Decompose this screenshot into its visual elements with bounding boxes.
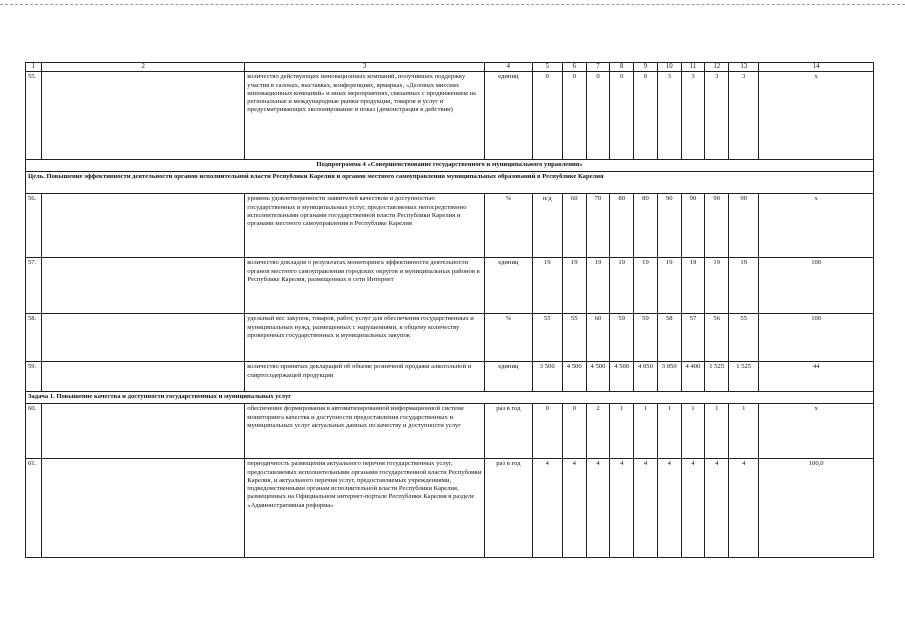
row-last-value: x <box>759 194 874 258</box>
row-value: 55 <box>562 314 586 362</box>
col-num-6: 6 <box>562 63 586 72</box>
row-value: 4 050 <box>634 362 658 392</box>
row-unit: % <box>485 314 533 362</box>
col-num-13: 13 <box>729 63 759 72</box>
row-unit: единиц <box>485 362 533 392</box>
subprogram-title: Подпрограмма 4 «Совершенствование государственного и муниципального управления» <box>26 160 874 172</box>
row-value: 4 500 <box>586 362 610 392</box>
row-value: 1 525 <box>705 362 729 392</box>
row-value: 58 <box>657 314 681 362</box>
row-value: 4 500 <box>610 362 634 392</box>
col-num-5: 5 <box>532 63 562 72</box>
row-number: 55. <box>26 72 42 160</box>
row-indicator-text: уровень удовлетворенности заявителей качеством и доступностью государственных и муниципальных услуг, предоставляемых непосредственно исполнительными органами государственной власти Республики Карелия и органами местного самоуправления в Республике Карелия <box>245 194 485 258</box>
row-value: 0 <box>610 72 634 160</box>
scan-edge <box>0 4 905 5</box>
row-indicator-text: количество принятых деклараций об объеме розничной продажи алкогольной и спиртосодержащей продукции <box>245 362 485 392</box>
row-indicator-text: удельный вес закупок, товаров, работ, услуг для обеспечения государственных и муниципальных нужд, размещенных с нарушениями, к общему количеству проверенных государственных и муниципальных закупок <box>245 314 485 362</box>
row-unit: раз в год <box>485 459 533 558</box>
row-value: 90 <box>705 194 729 258</box>
row-value: 1 <box>705 404 729 459</box>
col-num-4: 4 <box>485 63 533 72</box>
row-last-value: 100 <box>759 314 874 362</box>
row-value: 3 <box>705 72 729 160</box>
row-number: 58. <box>26 314 42 362</box>
row-value: 4 <box>705 459 729 558</box>
col-num-8: 8 <box>610 63 634 72</box>
row-number: 59. <box>26 362 42 392</box>
row-value: 4 <box>681 459 705 558</box>
row-value: 4 <box>634 459 658 558</box>
row-unit: единиц <box>485 258 533 314</box>
row-blank-cell <box>42 314 245 362</box>
row-value: 0 <box>562 404 586 459</box>
row-indicator-text: количество докладов о результатах мониторинга эффективности деятельности органов местного самоуправления городских округов и муниципальных районов в Республике Карелия, размещенных в сети Интернет <box>245 258 485 314</box>
table-row <box>26 362 874 392</box>
row-value: 19 <box>634 258 658 314</box>
subprogram-row <box>26 160 874 172</box>
row-value: 60 <box>586 314 610 362</box>
row-value: 55 <box>729 314 759 362</box>
row-value: 4 <box>532 459 562 558</box>
row-value: 1 <box>681 404 705 459</box>
col-num-11: 11 <box>681 63 705 72</box>
row-value: 19 <box>586 258 610 314</box>
row-value: 4 <box>586 459 610 558</box>
row-value: 59 <box>634 314 658 362</box>
row-blank-cell <box>42 404 245 459</box>
row-value: 0 <box>532 404 562 459</box>
col-num-3: 3 <box>245 63 485 72</box>
row-value: 4 <box>562 459 586 558</box>
row-value: 4 <box>729 459 759 558</box>
row-value: 4 400 <box>681 362 705 392</box>
table-row <box>26 194 874 258</box>
row-last-value: 100,0 <box>759 459 874 558</box>
row-indicator-text: периодичность размещения актуального перечня государственных услуг, предоставляемых исполнительными органами государственной власти Республики Карелия, и актуального перечня услуг, предоставляемых учреждениями, подведомственными органам исполнительной власти Республики Карелия, размещенных на Официальном интернет-портале Республики Карелия в разделе «Административная реформа» <box>245 459 485 558</box>
row-value: 3 <box>729 72 759 160</box>
row-indicator-text: обеспечение формирования в автоматизированной информационной системе мониторинга качества и доступности предоставления государственных и муниципальных услуг актуальных данных по качеству и доступности услуг <box>245 404 485 459</box>
table-row <box>26 459 874 558</box>
row-blank-cell <box>42 459 245 558</box>
task-row <box>26 392 874 404</box>
row-indicator-text: количество действующих инновационных компаний, получивших поддержку участия в салонах, выставках, конференциях, ярмарках, «Деловых миссиях инновационных компаний» и иных мероприятиях, связанных с продвижением на региональные и международные рынки продукции, товаров и услуг и предусматривающих экспонирование и показ (демонстрация в действии) <box>245 72 485 160</box>
col-num-12: 12 <box>705 63 729 72</box>
goal-row <box>26 172 874 194</box>
task-text: Задача 1. Повышение качества и доступности государственных и муниципальных услуг <box>26 392 874 404</box>
row-value: 0 <box>634 72 658 160</box>
row-value: 19 <box>532 258 562 314</box>
row-value: 80 <box>610 194 634 258</box>
row-value: 3 <box>657 72 681 160</box>
row-value: 1 <box>610 404 634 459</box>
row-value: 1 525 <box>729 362 759 392</box>
table-row <box>26 314 874 362</box>
col-num-14: 14 <box>759 63 874 72</box>
row-value: 56 <box>705 314 729 362</box>
row-value: 55 <box>532 314 562 362</box>
row-value: 57 <box>681 314 705 362</box>
row-value: 3 500 <box>532 362 562 392</box>
col-num-1: 1 <box>26 63 42 72</box>
row-unit: % <box>485 194 533 258</box>
row-value: 0 <box>562 72 586 160</box>
row-value: 3 <box>681 72 705 160</box>
row-last-value: 100 <box>759 258 874 314</box>
row-value: н/д <box>532 194 562 258</box>
row-value: 0 <box>532 72 562 160</box>
indicator-table <box>25 62 874 558</box>
row-blank-cell <box>42 258 245 314</box>
table-row <box>26 258 874 314</box>
row-unit: единиц <box>485 72 533 160</box>
table-row <box>26 404 874 459</box>
row-value: 1 <box>657 404 681 459</box>
column-number-row <box>26 63 874 72</box>
col-num-9: 9 <box>634 63 658 72</box>
col-num-10: 10 <box>657 63 681 72</box>
table-row <box>26 72 874 160</box>
row-value: 4 <box>657 459 681 558</box>
row-number: 57. <box>26 258 42 314</box>
goal-text: Цель. Повышение эффективности деятельности органов исполнительной власти Республики Карелия и органов местного самоуправления муниципальных образований в Республике Карелия <box>26 172 874 194</box>
row-value: 19 <box>705 258 729 314</box>
row-value: 2 <box>586 404 610 459</box>
row-last-value: 44 <box>759 362 874 392</box>
row-number: 60. <box>26 404 42 459</box>
col-num-7: 7 <box>586 63 610 72</box>
row-value: 1 <box>634 404 658 459</box>
row-last-value: x <box>759 404 874 459</box>
row-value: 19 <box>729 258 759 314</box>
row-value: 90 <box>681 194 705 258</box>
row-value: 59 <box>610 314 634 362</box>
row-value: 90 <box>729 194 759 258</box>
row-value: 0 <box>586 72 610 160</box>
row-value: 1 <box>729 404 759 459</box>
col-num-2: 2 <box>42 63 245 72</box>
row-value: 4 500 <box>562 362 586 392</box>
row-last-value: x <box>759 72 874 160</box>
row-value: 19 <box>562 258 586 314</box>
row-value: 60 <box>562 194 586 258</box>
row-value: 19 <box>610 258 634 314</box>
row-value: 3 050 <box>657 362 681 392</box>
row-blank-cell <box>42 194 245 258</box>
row-value: 90 <box>657 194 681 258</box>
row-value: 19 <box>681 258 705 314</box>
row-value: 19 <box>657 258 681 314</box>
row-value: 4 <box>610 459 634 558</box>
row-blank-cell <box>42 72 245 160</box>
row-value: 80 <box>634 194 658 258</box>
row-unit: раз в год <box>485 404 533 459</box>
row-number: 56. <box>26 194 42 258</box>
row-blank-cell <box>42 362 245 392</box>
row-number: 61. <box>26 459 42 558</box>
row-value: 70 <box>586 194 610 258</box>
